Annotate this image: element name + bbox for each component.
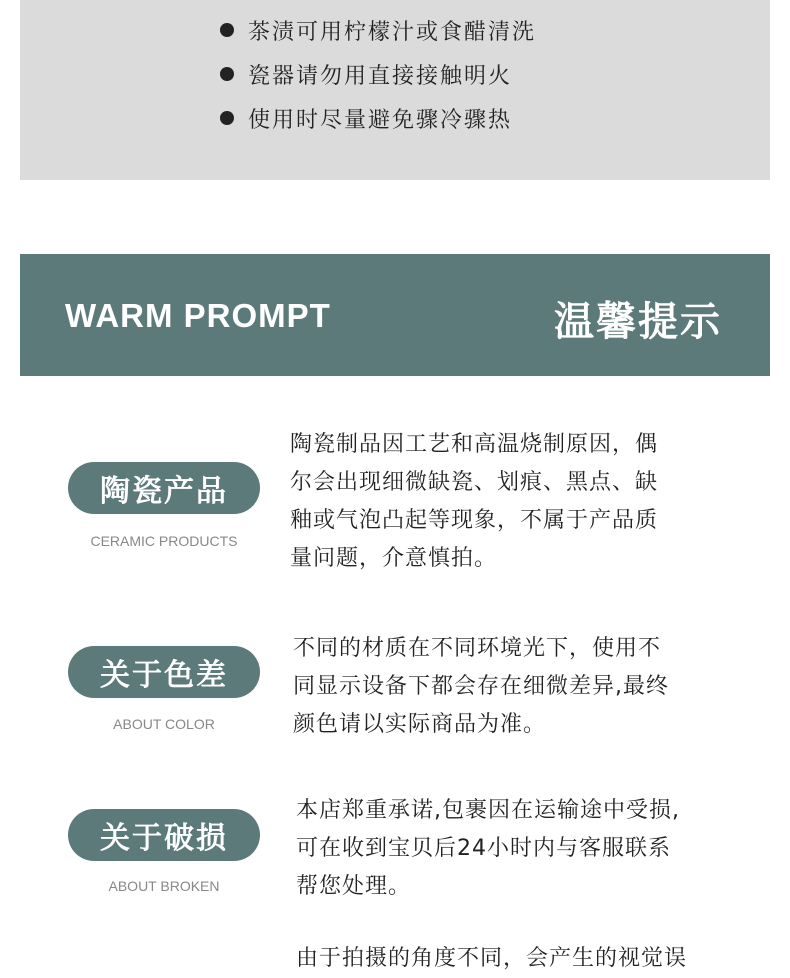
care-tips-list bbox=[220, 8, 536, 140]
notice-body bbox=[290, 426, 658, 578]
notice-line: 由于拍摄的角度不同，会产生的视觉误 bbox=[296, 946, 688, 971]
notice-body bbox=[296, 792, 680, 906]
warm-prompt-banner bbox=[20, 254, 770, 376]
notice-line: 可在收到宝贝后24小时内与客服联系 bbox=[296, 836, 671, 861]
bullet-icon bbox=[220, 67, 234, 81]
notice-subtitle: CERAMIC PRODUCTS bbox=[90, 533, 238, 549]
notice-body bbox=[296, 940, 687, 978]
care-tip bbox=[220, 96, 536, 140]
notice-body bbox=[293, 630, 669, 744]
notice-line: 同显示设备下都会存在细微差异,最终 bbox=[293, 674, 669, 699]
notice-line: 颜色请以实际商品为准。 bbox=[293, 712, 547, 737]
notice-label-pill: 陶瓷产品 bbox=[68, 462, 260, 514]
banner-title-en: WARM PROMPT bbox=[65, 297, 331, 334]
notice-subtitle: ABOUT BROKEN bbox=[108, 878, 220, 894]
care-tip bbox=[220, 52, 536, 96]
notice-subtitle: ABOUT COLOR bbox=[113, 716, 215, 732]
notice-label-pill: 关于破损 bbox=[68, 809, 260, 861]
care-tip-text: 瓷器请勿用直接接触明火 bbox=[248, 63, 513, 89]
notice-line: 尔会出现细微缺瓷、划痕、黑点、缺 bbox=[290, 470, 659, 495]
bullet-icon bbox=[220, 111, 234, 125]
bullet-icon bbox=[220, 23, 234, 37]
care-tip bbox=[220, 8, 536, 52]
care-tips-panel bbox=[20, 0, 770, 180]
notice-line: 不同的材质在不同环境光下，使用不 bbox=[293, 636, 662, 661]
care-tip-text: 茶渍可用柠檬汁或食醋清洗 bbox=[248, 19, 537, 45]
notice-label-pill: 关于色差 bbox=[68, 646, 260, 698]
notice-line: 本店郑重承诺,包裹因在运输途中受损, bbox=[296, 798, 680, 823]
notice-line: 陶瓷制品因工艺和高温烧制原因，偶 bbox=[290, 432, 659, 457]
banner-title-zh: 温馨提示 bbox=[554, 299, 722, 345]
care-tip-text: 使用时尽量避免骤冷骤热 bbox=[248, 107, 513, 133]
notice-line: 帮您处理。 bbox=[296, 874, 412, 899]
notice-line: 釉或气泡凸起等现象，不属于产品质 bbox=[290, 508, 659, 533]
notice-line: 量问题，介意慎拍。 bbox=[290, 546, 498, 571]
